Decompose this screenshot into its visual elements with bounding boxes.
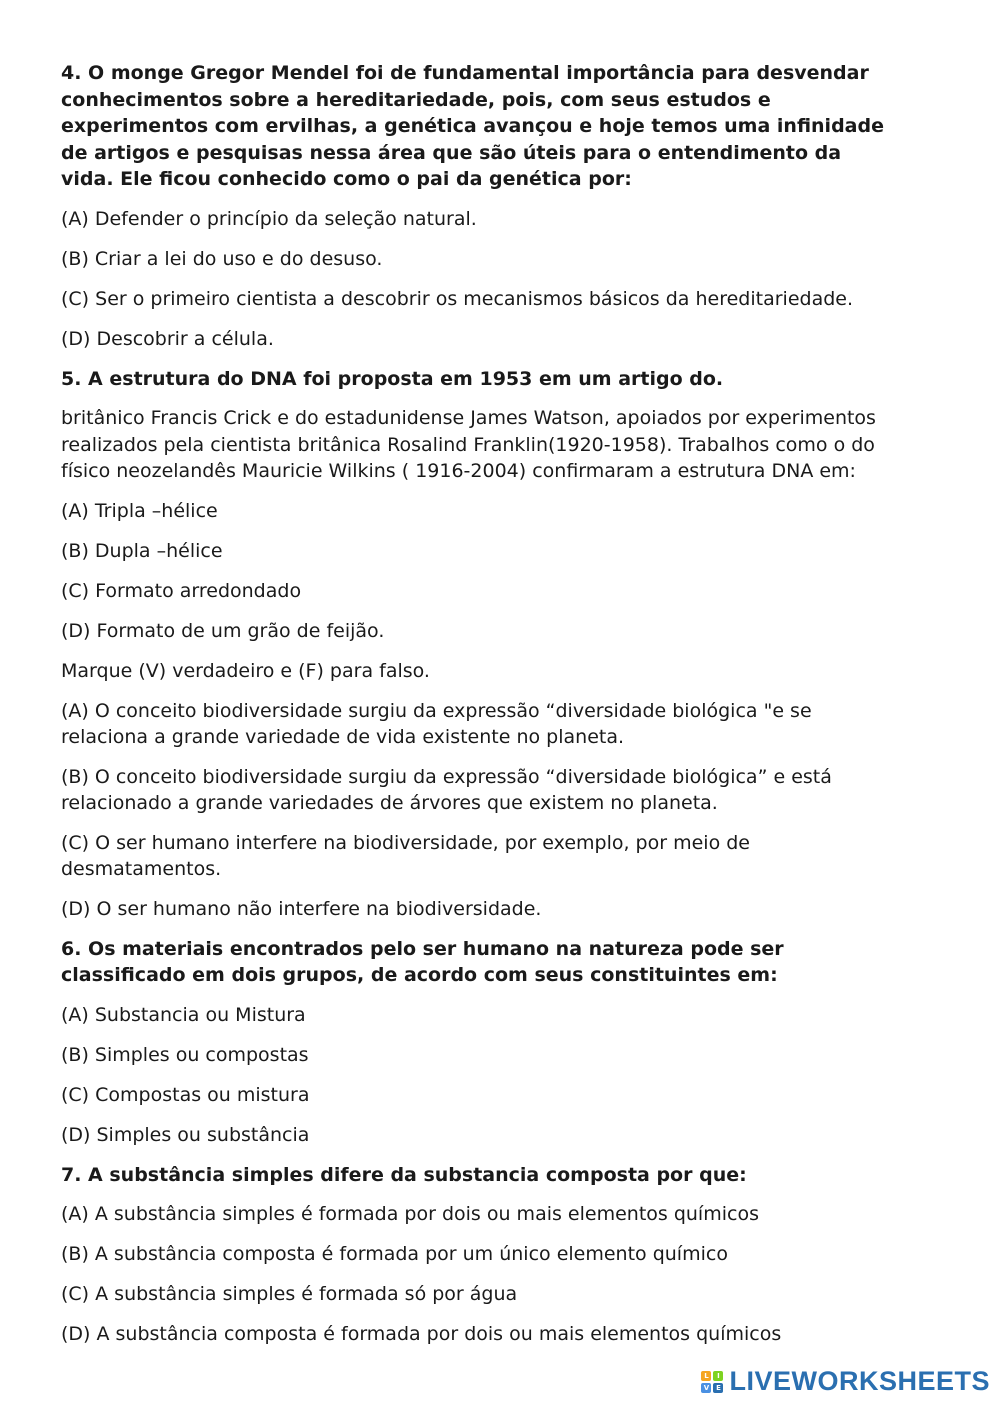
liveworksheets-brand-text: LIVEWORKSHEETS	[729, 1366, 990, 1396]
true-false-item-line: (A) O conceito biodiversidade surgiu da expressão “diversidade biológica "e se	[61, 699, 812, 722]
liveworksheets-logo	[701, 1366, 990, 1397]
question-6-option-a: (A) Substancia ou Mistura	[61, 1003, 306, 1026]
question-4-option-a: (A) Defender o princípio da seleção natural.	[61, 207, 477, 230]
question-7-title: 7. A substância simples difere da substancia composta por que:	[61, 1163, 747, 1186]
question-4-option-b: (B) Criar a lei do uso e do desuso.	[61, 247, 383, 270]
question-7-option-b: (B) A substância composta é formada por um único elemento químico	[61, 1243, 728, 1265]
true-false-item-c	[61, 830, 941, 883]
question-5-paragraph-line: britânico Francis Crick e do estadunidense James Watson, apoiados por experimentos	[61, 407, 876, 429]
true-false-item-line: relacionado a grande variedades de árvores que existem no planeta.	[61, 792, 718, 814]
question-6-option-d: (D) Simples ou substância	[61, 1123, 310, 1146]
true-false-item-line: (C) O ser humano interfere na biodiversidade, por exemplo, por meio de	[61, 831, 750, 854]
question-4-title	[61, 60, 941, 193]
question-4-option-c: (C) Ser o primeiro cientista a descobrir os mecanismos básicos da hereditariedade.	[61, 287, 853, 310]
question-4-title-line: experimentos com ervilhas, a genética avançou e hoje temos uma infinidade	[61, 115, 884, 137]
question-4-title-line: de artigos e pesquisas nessa área que são úteis para o entendimento da	[61, 141, 842, 164]
question-4-title-line: 4. O monge Gregor Mendel foi de fundamental importância para desvendar	[61, 62, 869, 84]
logo-tile: L	[701, 1371, 711, 1381]
question-4-option-d: (D) Descobrir a célula.	[61, 327, 274, 350]
question-5-paragraph-line: físico neozelandês Mauricie Wilkins ( 1916-2004) confirmaram a estrutura DNA em:	[61, 460, 856, 482]
true-false-item-d: (D) O ser humano não interfere na biodiversidade.	[61, 897, 542, 920]
question-5-option-b: (B) Dupla –hélice	[61, 539, 223, 562]
true-false-item-line: relaciona a grande variedade de vida existente no planeta.	[61, 726, 625, 748]
question-4-title-line: conhecimentos sobre a hereditariedade, pois, com seus estudos e	[61, 88, 771, 111]
true-false-item-line: desmatamentos.	[61, 858, 222, 880]
true-false-instruction: Marque (V) verdadeiro e (F) para falso.	[61, 659, 430, 682]
question-5-option-d: (D) Formato de um grão de feijão.	[61, 619, 385, 642]
question-6-title	[61, 936, 941, 989]
question-5-title: 5. A estrutura do DNA foi proposta em 1953 em um artigo do.	[61, 367, 724, 390]
question-5-option-a: (A) Tripla –hélice	[61, 499, 218, 522]
logo-tile: V	[701, 1383, 711, 1393]
worksheet-page	[61, 58, 941, 1361]
question-4-title-line: vida. Ele ficou conhecido como o pai da genética por:	[61, 168, 632, 190]
question-6-option-b: (B) Simples ou compostas	[61, 1043, 309, 1066]
question-6-option-c: (C) Compostas ou mistura	[61, 1083, 310, 1106]
liveworksheets-logo-icon	[701, 1371, 723, 1393]
question-7-option-d: (D) A substância composta é formada por dois ou mais elementos químicos	[61, 1323, 782, 1345]
true-false-item-a	[61, 698, 941, 751]
question-6-title-line: 6. Os materiais encontrados pelo ser humano na natureza pode ser	[61, 937, 784, 960]
question-5-paragraph	[61, 405, 941, 485]
question-5-paragraph-line: realizados pela cientista britânica Rosalind Franklin(1920-1958). Trabalhos como o do	[61, 433, 875, 456]
true-false-item-b	[61, 764, 941, 817]
logo-tile: E	[713, 1383, 723, 1393]
logo-tile: I	[713, 1371, 723, 1381]
question-6-title-line: classificado em dois grupos, de acordo com seus constituintes em:	[61, 964, 778, 986]
question-5-option-c: (C) Formato arredondado	[61, 579, 302, 602]
question-7-option-a: (A) A substância simples é formada por dois ou mais elementos químicos	[61, 1203, 759, 1225]
true-false-item-line: (B) O conceito biodiversidade surgiu da expressão “diversidade biológica” e está	[61, 765, 832, 788]
question-7-option-c: (C) A substância simples é formada só por água	[61, 1283, 518, 1305]
